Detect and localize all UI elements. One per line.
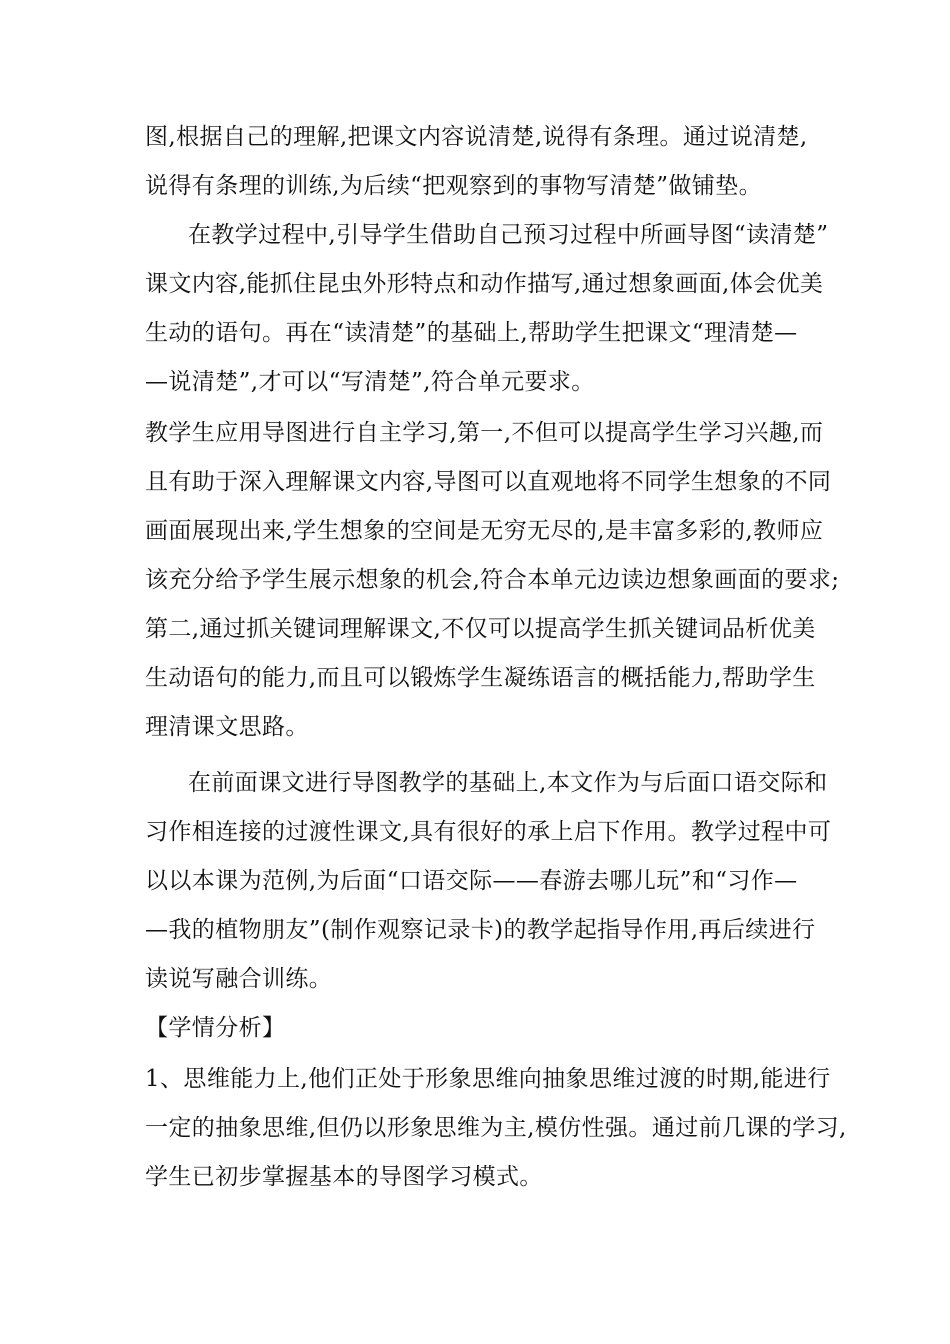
text-line: 在前面课文进行导图教学的基础上,本文作为与后面口语交际和 bbox=[188, 770, 828, 796]
text-line: 生动语句的能力,而且可以锻炼学生凝练语言的概括能力,帮助学生 bbox=[145, 665, 816, 691]
text-line: 理清课文思路。 bbox=[145, 714, 309, 740]
text-line: 读说写融合训练。 bbox=[145, 966, 333, 992]
text-line: 该充分给予学生展示想象的机会,符合本单元边读边想象画面的要求; bbox=[145, 567, 840, 593]
text-line: 说得有条理的训练,为后续“把观察到的事物写清楚”做铺垫。 bbox=[145, 173, 763, 199]
text-line: —我的植物朋友”(制作观察记录卡)的教学起指导作用,再后续进行 bbox=[145, 917, 816, 943]
text-line: 且有助于深入理解课文内容,导图可以直观地将不同学生想象的不同 bbox=[145, 469, 832, 495]
text-line: 习作相连接的过渡性课文,具有很好的承上启下作用。教学过程中可 bbox=[145, 819, 832, 845]
text-line: 学生已初步掌握基本的导图学习模式。 bbox=[145, 1164, 543, 1190]
text-line: 一定的抽象思维,但仍以形象思维为主,模仿性强。通过前几课的学习, bbox=[145, 1115, 847, 1141]
text-line: 生动的语句。再在“读清楚”的基础上,帮助学生把课文“理清楚— bbox=[145, 320, 798, 346]
text-line: 在教学过程中,引导学生借助自己预习过程中所画导图“读清楚” bbox=[188, 222, 829, 248]
section-heading: 【学情分析】 bbox=[145, 1015, 286, 1041]
text-line: —说清楚”,才可以“写清楚”,符合单元要求。 bbox=[145, 369, 595, 395]
text-line: 第二,通过抓关键词理解课文,不仅可以提高学生抓关键词品析优美 bbox=[145, 616, 816, 642]
text-line: 图,根据自己的理解,把课文内容说清楚,说得有条理。通过说清楚, bbox=[145, 124, 808, 150]
text-line: 课文内容,能抓住昆虫外形特点和动作描写,通过想象画面,体会优美 bbox=[145, 271, 824, 297]
text-line: 1、思维能力上,他们正处于形象思维向抽象思维过渡的时期,能进行 bbox=[145, 1066, 831, 1092]
text-line: 以以本课为范例,为后面“口语交际——春游去哪儿玩”和“习作— bbox=[145, 868, 798, 894]
text-line: 画面展现出来,学生想象的空间是无穷无尽的,是丰富多彩的,教师应 bbox=[145, 518, 824, 544]
text-line: 教学生应用导图进行自主学习,第一,不但可以提高学生学习兴趣,而 bbox=[145, 420, 824, 446]
